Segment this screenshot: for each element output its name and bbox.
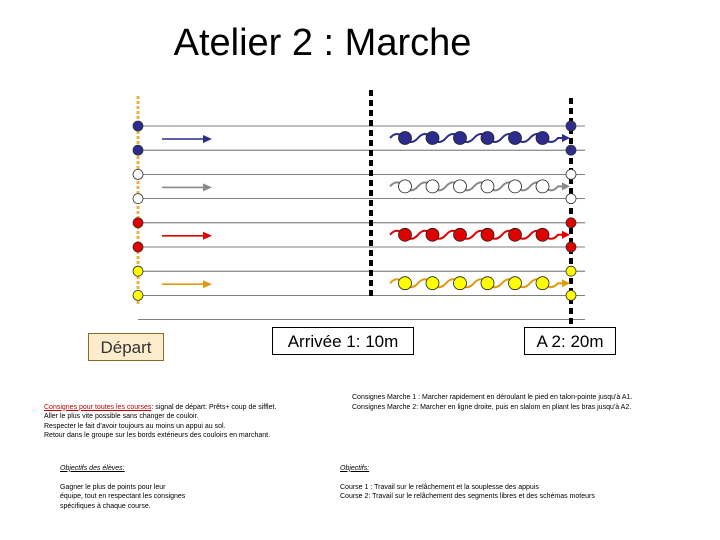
end-dot-yellow [566,266,576,276]
cone-white [536,180,549,193]
cone-navy [426,132,439,145]
objectifs-courses [340,454,670,512]
cone-navy [454,132,467,145]
start-dot-red [133,218,143,228]
objectifs-eleves-body: Gagner le plus de points pour leur équipe, tout en respectant les consignes spécifiques à chaque course. [60,483,186,510]
consignes-heading-rest: : signal de départ: Prêts+ coup de sifflet. [151,403,277,411]
slalom-arrowhead-navy [562,134,570,142]
slalom-arrowhead-white [562,182,570,190]
objectifs-eleves [60,454,190,512]
end-dot-red [566,242,576,252]
start-dot-red [133,242,143,252]
arrivee-2-label: A 2: 20m [524,327,616,355]
arrowhead-yellow [203,280,212,288]
arrowhead-red [203,232,212,240]
arrows-layer [162,135,212,288]
cone-red [454,228,467,241]
end-dot-navy [566,145,576,155]
cone-red [426,228,439,241]
consignes-generales [44,393,344,451]
dots-layer [133,121,576,300]
end-dot-navy [566,121,576,131]
cone-yellow [454,277,467,290]
markers-layer [138,90,571,324]
consignes-lines: Aller le plus vite possible sans changer de couloir. Respecter le fait d'avoir toujours au moins un appui au sol. Retour dans le groupe sur les bords extérieurs des couloirs en marchant. [44,413,271,440]
cone-red [399,228,412,241]
start-dot-white [133,194,143,204]
consignes-marche: Consignes Marche 1 : Marcher rapidement en déroulant le pied en talon-pointe jusqu'à A1. Consignes Marche 2: Marcher en ligne droite, puis en slalom en pliant les bras jusqu'à A2. [352,394,633,411]
start-dot-yellow [133,290,143,300]
cone-yellow [509,277,522,290]
slalom-arrowhead-yellow [562,279,570,287]
cone-navy [399,132,412,145]
cone-yellow [481,277,494,290]
objectifs-body: Course 1 : Travail sur le relâchement et la souplesse des appuis Course 2: Travail sur le relâchement des segments libres et des schémas moteurs [340,483,595,501]
objectifs-heading: Objectifs: [340,464,370,472]
cone-white [426,180,439,193]
start-dot-navy [133,145,143,155]
cone-yellow [399,277,412,290]
start-dot-yellow [133,266,143,276]
depart-label: Départ [88,333,164,361]
cone-white [509,180,522,193]
end-dot-white [566,169,576,179]
cone-navy [509,132,522,145]
end-dot-yellow [566,290,576,300]
arrowhead-white [203,183,212,191]
cone-navy [536,132,549,145]
cone-red [536,228,549,241]
arrowhead-navy [203,135,212,143]
cone-navy [481,132,494,145]
cone-white [399,180,412,193]
arrivee-1-label: Arrivée 1: 10m [272,327,414,355]
cone-white [481,180,494,193]
end-dot-red [566,218,576,228]
waves-layer [390,134,570,287]
start-dot-navy [133,121,143,131]
cone-red [481,228,494,241]
slalom-arrowhead-red [562,231,570,239]
cone-yellow [536,277,549,290]
page-title: Atelier 2 : Marche [173,22,472,64]
objectifs-eleves-heading: Objectifs des élèves: [60,464,125,472]
cone-white [454,180,467,193]
consignes-heading: Consignes pour toutes les courses [44,403,152,411]
lanes-layer [138,126,585,319]
start-dot-white [133,169,143,179]
cone-red [509,228,522,241]
end-dot-white [566,194,576,204]
cone-yellow [426,277,439,290]
